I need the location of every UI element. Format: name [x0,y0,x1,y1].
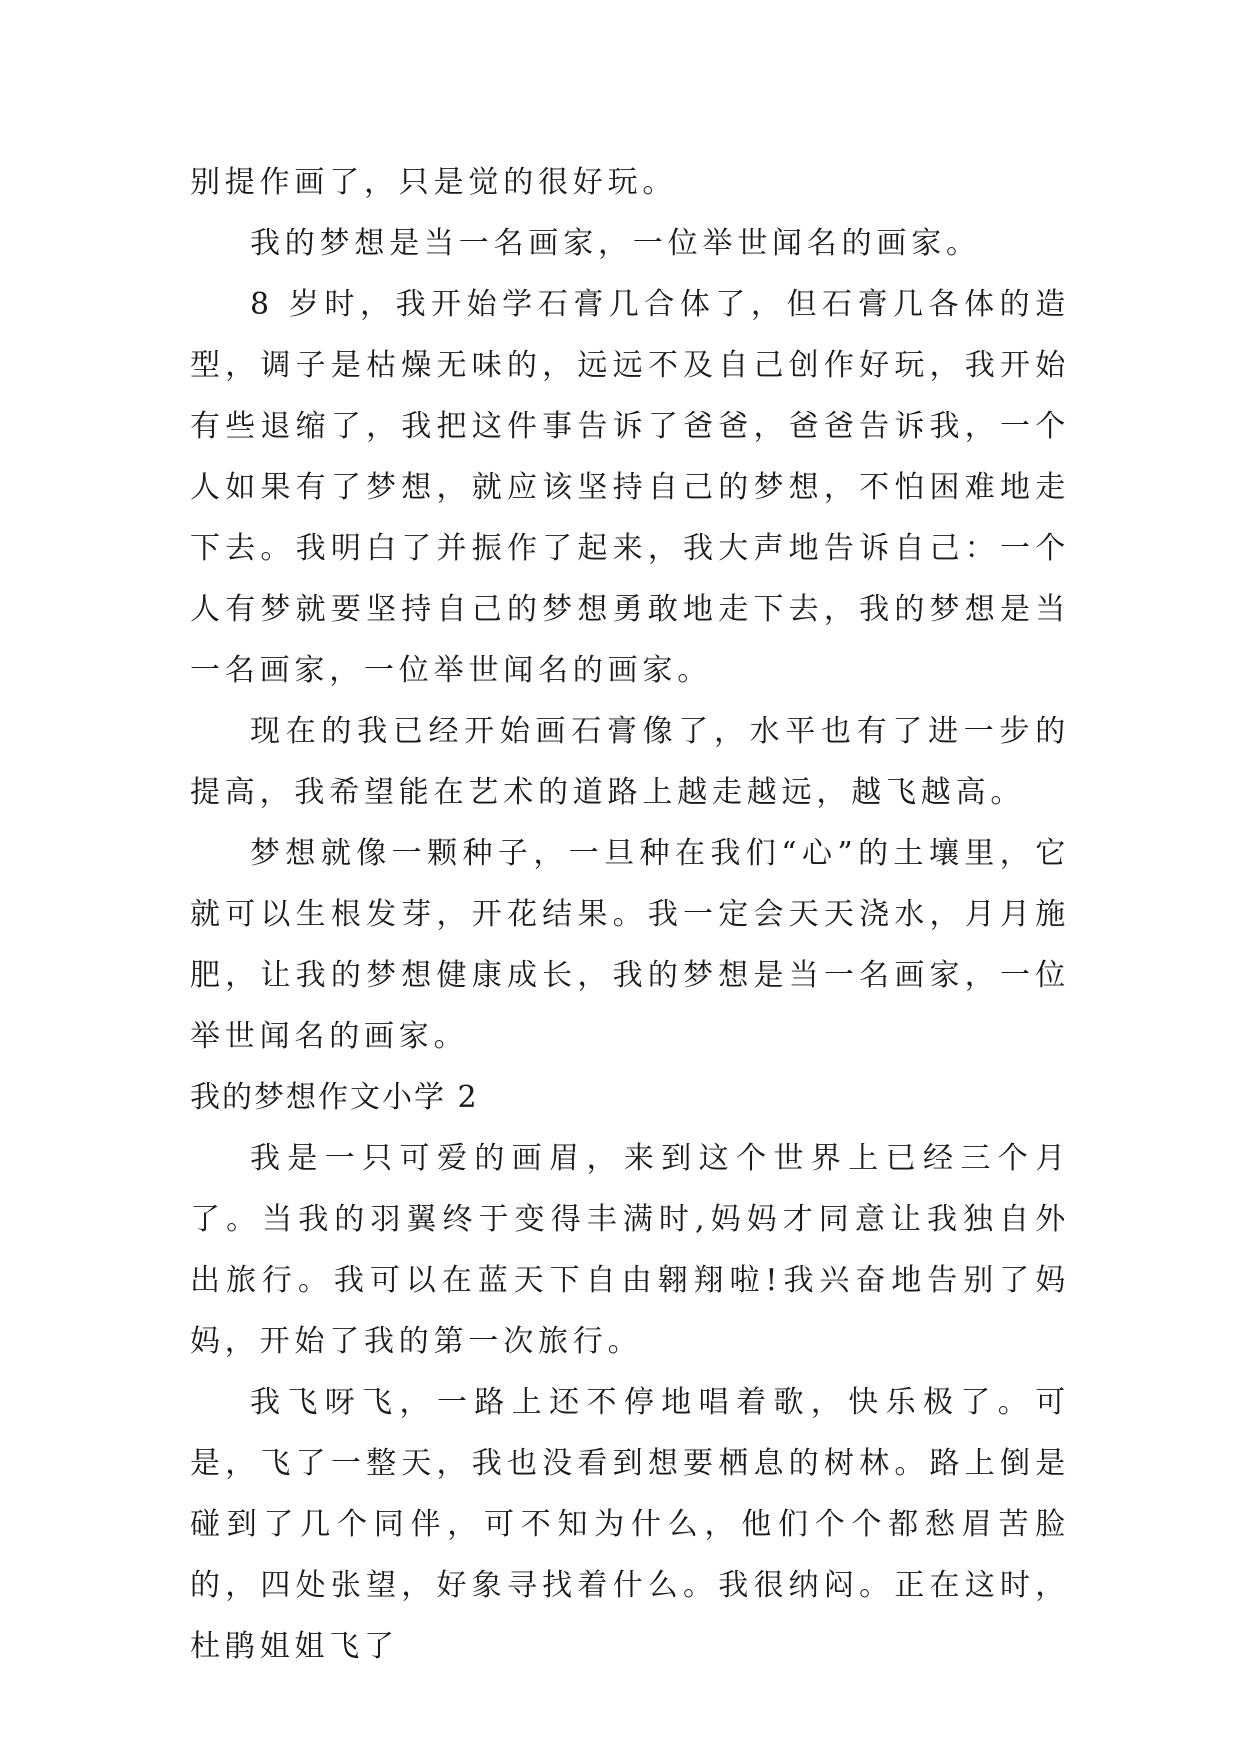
paragraph: 8 岁时，我开始学石膏几合体了，但石膏几各体的造型，调子是枯燥无味的，远远不及自己创作好玩，我开始有些退缩了，我把这件事告诉了爸爸，爸爸告诉我，一个人如果有了梦想，就应该坚持自己的梦想，不怕困难地走下去。我明白了并振作了起来，我大声地告诉自己：一个人有梦就要坚持自己的梦想勇敢地走下去，我的梦想是当一名画家，一位举世闻名的画家。 [190,287,1070,688]
paragraph: 梦想就像一颗种子，一旦种在我们“心”的土壤里，它就可以生根发芽，开花结果。我一定会天天浇水，月月施肥，让我的梦想健康成长，我的梦想是当一名画家，一位举世闻名的画家。 [190,836,1070,1054]
paragraph: 我是一只可爱的画眉，来到这个世界上已经三个月了。当我的羽翼终于变得丰满时,妈妈才同意让我独自外出旅行。我可以在蓝天下自由翱翔啦!我兴奋地告别了妈妈，开始了我的第一次旅行。 [190,1141,1070,1359]
paragraph: 我的梦想是当一名画家，一位举世闻名的画家。 [250,226,981,261]
document-body [190,152,1070,1677]
paragraph: 别提作画了，只是觉的很好玩。 [190,165,678,200]
paragraph: 现在的我已经开始画石膏像了，水平也有了进一步的提高，我希望能在艺术的道路上越走越远，越飞越高。 [190,714,1070,810]
paragraph: 我飞呀飞，一路上还不停地唱着歌，快乐极了。可是，飞了一整天，我也没看到想要栖息的树林。路上倒是碰到了几个同伴，可不知为什么，他们个个都愁眉苦脸的，四处张望，好象寻找着什么。我很纳闷。正在这时，杜鹃姐姐飞了 [190,1385,1070,1664]
section-title: 我的梦想作文小学 2 [190,1080,479,1115]
